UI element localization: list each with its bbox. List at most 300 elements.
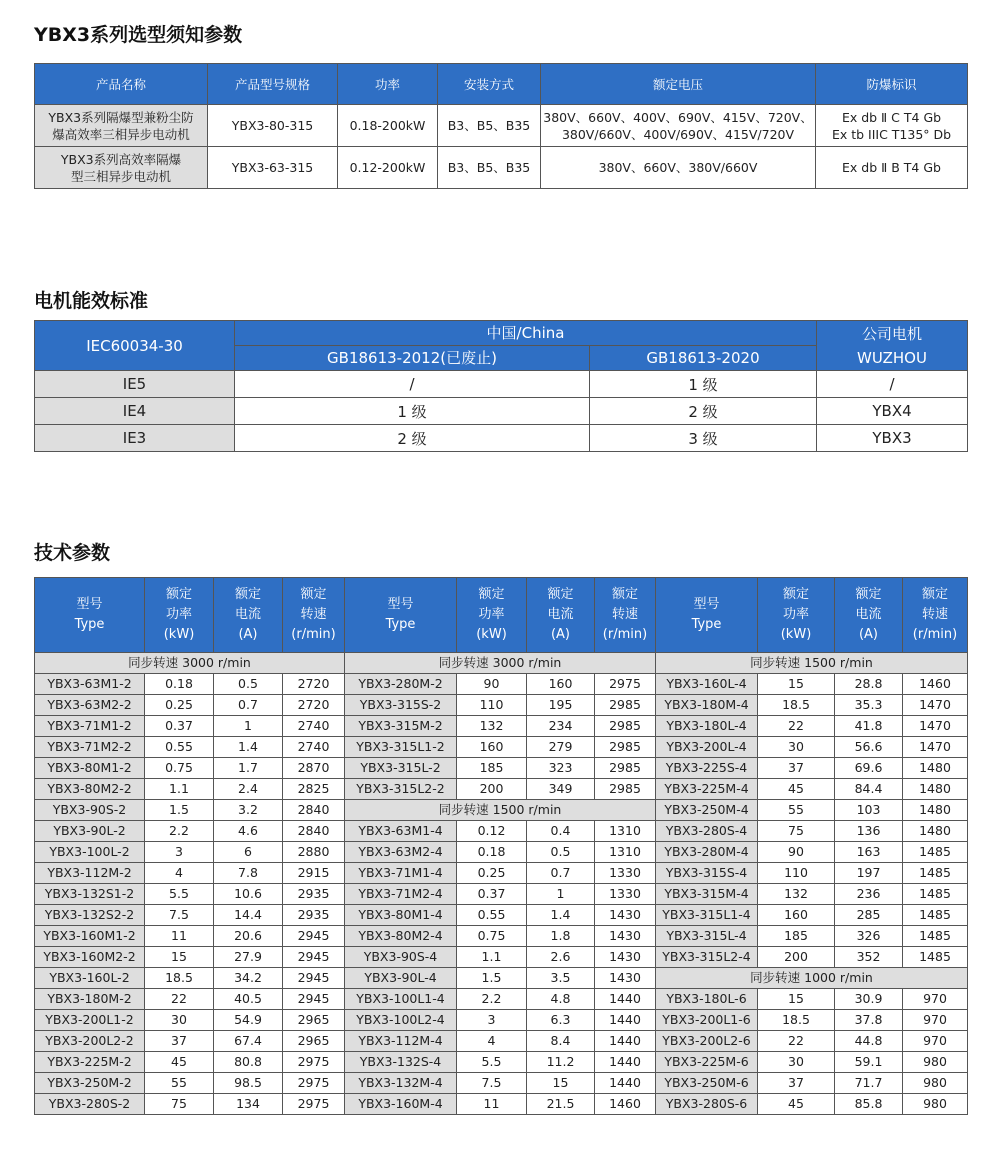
power-value-cell: 185	[758, 926, 835, 947]
type-cell: YBX3-160M-4	[345, 1094, 457, 1115]
ex-marking-cell	[816, 105, 968, 147]
power-value-cell: 0.55	[457, 905, 527, 926]
current-value-cell: 84.4	[835, 779, 903, 800]
type-cell: YBX3-200L2-2	[35, 1031, 145, 1052]
current-value-cell: 54.9	[214, 1010, 283, 1031]
tech-row	[35, 905, 968, 926]
tech-row	[35, 737, 968, 758]
tech-row	[35, 989, 968, 1010]
type-cell: YBX3-71M2-2	[35, 737, 145, 758]
power-value-cell: 30	[758, 1052, 835, 1073]
speed-value-cell: 1470	[903, 716, 968, 737]
efficiency-row	[35, 398, 968, 425]
header-rated-power-line: 额定	[782, 587, 809, 602]
header-rated-current-line: (A)	[550, 627, 571, 642]
type-cell: YBX3-315S-2	[345, 695, 457, 716]
header-rated-current-line: 电流	[234, 607, 261, 622]
type-cell: YBX3-280S-2	[35, 1094, 145, 1115]
current-value-cell: 8.4	[527, 1031, 595, 1052]
power-value-cell: 2.2	[145, 821, 214, 842]
selection-row	[35, 105, 968, 147]
header-company-cn: 公司电机	[861, 324, 922, 343]
current-value-cell: 44.8	[835, 1031, 903, 1052]
header-rated-power	[457, 578, 527, 653]
power-value-cell: 55	[758, 800, 835, 821]
current-value-cell: 7.8	[214, 863, 283, 884]
speed-value-cell: 2985	[595, 779, 656, 800]
speed-value-cell: 1430	[595, 905, 656, 926]
current-value-cell: 30.9	[835, 989, 903, 1010]
tech-row	[35, 842, 968, 863]
header-type	[35, 578, 145, 653]
current-value-cell: 80.8	[214, 1052, 283, 1073]
speed-value-cell: 2985	[595, 716, 656, 737]
tech-row	[35, 800, 968, 821]
type-cell: YBX3-315S-4	[656, 863, 758, 884]
header-type-line: 型号	[387, 597, 414, 612]
current-value-cell: 349	[527, 779, 595, 800]
type-cell: YBX3-63M2-4	[345, 842, 457, 863]
power-value-cell: 5.5	[145, 884, 214, 905]
speed-value-cell: 2740	[283, 716, 345, 737]
selection-row	[35, 147, 968, 189]
voltage-line: 380V、660V、380V/660V	[598, 160, 758, 175]
tech-row	[35, 821, 968, 842]
speed-value-cell: 1485	[903, 947, 968, 968]
type-cell: YBX3-250M-6	[656, 1073, 758, 1094]
section-title-tech-params: 技术参数	[34, 542, 111, 564]
current-value-cell: 14.4	[214, 905, 283, 926]
power-value-cell: 45	[758, 1094, 835, 1115]
section-title-selection: YBX3系列选型须知参数	[34, 24, 243, 46]
speed-value-cell: 2720	[283, 674, 345, 695]
current-value-cell: 40.5	[214, 989, 283, 1010]
header-rated-current	[214, 578, 283, 653]
type-cell: YBX3-315M-2	[345, 716, 457, 737]
type-cell: YBX3-315L-4	[656, 926, 758, 947]
speed-value-cell: 2965	[283, 1010, 345, 1031]
efficiency-table	[34, 320, 968, 452]
power-value-cell: 15	[758, 989, 835, 1010]
current-value-cell: 279	[527, 737, 595, 758]
voltage-cell	[541, 147, 816, 189]
power-value-cell: 200	[758, 947, 835, 968]
type-cell: YBX3-71M1-4	[345, 863, 457, 884]
power-value-cell: 5.5	[457, 1052, 527, 1073]
current-value-cell: 6.3	[527, 1010, 595, 1031]
power-value-cell: 22	[758, 716, 835, 737]
power-value-cell: 15	[758, 674, 835, 695]
tech-row	[35, 1052, 968, 1073]
current-value-cell: 323	[527, 758, 595, 779]
type-cell: YBX3-90L-2	[35, 821, 145, 842]
efficiency-cell: /	[817, 371, 968, 398]
current-value-cell: 1.7	[214, 758, 283, 779]
header-mounting: 安装方式	[438, 64, 541, 105]
power-value-cell: 0.18	[145, 674, 214, 695]
type-cell: YBX3-63M1-4	[345, 821, 457, 842]
power-value-cell: 11	[457, 1094, 527, 1115]
current-value-cell: 27.9	[214, 947, 283, 968]
speed-value-cell: 1430	[595, 968, 656, 989]
power-value-cell: 1.5	[145, 800, 214, 821]
type-cell: YBX3-200L1-6	[656, 1010, 758, 1031]
type-cell: YBX3-315L1-2	[345, 737, 457, 758]
header-rated-current-line: 额定	[234, 587, 261, 602]
power-value-cell: 1.1	[457, 947, 527, 968]
power-value-cell: 132	[457, 716, 527, 737]
tech-row	[35, 968, 968, 989]
speed-value-cell: 2985	[595, 737, 656, 758]
power-value-cell: 90	[457, 674, 527, 695]
header-rated-power-line: 功率	[478, 607, 505, 622]
product-name-line: 型三相异步电动机	[70, 168, 171, 184]
speed-value-cell: 2870	[283, 758, 345, 779]
type-cell: YBX3-71M1-2	[35, 716, 145, 737]
tech-row	[35, 1094, 968, 1115]
header-rated-current-line: (A)	[238, 627, 258, 642]
type-cell: YBX3-112M-4	[345, 1031, 457, 1052]
speed-value-cell: 1485	[903, 842, 968, 863]
header-rated-power-line: 功率	[782, 607, 809, 622]
power-value-cell: 18.5	[758, 695, 835, 716]
sync-speed-group-header: 同步转速 3000 r/min	[35, 653, 345, 674]
speed-value-cell: 1460	[903, 674, 968, 695]
type-cell: YBX3-180L-6	[656, 989, 758, 1010]
tech-row	[35, 695, 968, 716]
selection-table	[34, 63, 968, 189]
tech-row	[35, 779, 968, 800]
current-value-cell: 2.6	[527, 947, 595, 968]
speed-value-cell: 1430	[595, 926, 656, 947]
speed-value-cell: 2740	[283, 737, 345, 758]
iec-class-cell: IE4	[35, 398, 235, 425]
header-gb2020: GB18613-2020	[590, 346, 817, 371]
current-value-cell: 236	[835, 884, 903, 905]
header-company-en: WUZHOU	[857, 348, 927, 367]
type-cell: YBX3-160L-2	[35, 968, 145, 989]
header-rated-power-line: 额定	[165, 587, 192, 602]
power-value-cell: 185	[457, 758, 527, 779]
speed-value-cell: 1485	[903, 884, 968, 905]
header-rated-power	[758, 578, 835, 653]
current-value-cell: 326	[835, 926, 903, 947]
speed-value-cell: 1485	[903, 926, 968, 947]
speed-value-cell: 1440	[595, 989, 656, 1010]
current-value-cell: 160	[527, 674, 595, 695]
speed-value-cell: 1460	[595, 1094, 656, 1115]
speed-value-cell: 2975	[283, 1094, 345, 1115]
type-cell: YBX3-225M-2	[35, 1052, 145, 1073]
product-name-line: YBX3系列隔爆型兼粉尘防	[48, 109, 194, 125]
power-value-cell: 0.75	[457, 926, 527, 947]
current-value-cell: 6	[214, 842, 283, 863]
current-value-cell: 56.6	[835, 737, 903, 758]
speed-value-cell: 1480	[903, 758, 968, 779]
current-value-cell: 103	[835, 800, 903, 821]
header-rated-voltage: 额定电压	[541, 64, 816, 105]
power-value-cell: 200	[457, 779, 527, 800]
header-rated-speed-line: 额定	[300, 587, 327, 602]
speed-value-cell: 2945	[283, 926, 345, 947]
speed-value-cell: 2945	[283, 968, 345, 989]
type-cell: YBX3-315L1-4	[656, 905, 758, 926]
type-cell: YBX3-80M1-2	[35, 758, 145, 779]
power-value-cell: 55	[145, 1073, 214, 1094]
type-cell: YBX3-90S-4	[345, 947, 457, 968]
current-value-cell: 0.7	[214, 695, 283, 716]
efficiency-cell: 1 级	[590, 371, 817, 398]
header-power: 功率	[338, 64, 438, 105]
power-value-cell: 30	[145, 1010, 214, 1031]
product-name-cell	[35, 147, 208, 189]
header-rated-speed-line: 转速	[921, 607, 948, 622]
speed-value-cell: 2985	[595, 758, 656, 779]
type-cell: YBX3-280M-4	[656, 842, 758, 863]
efficiency-row	[35, 425, 968, 452]
header-rated-current-line: 电流	[547, 607, 574, 622]
current-value-cell: 10.6	[214, 884, 283, 905]
type-cell: YBX3-112M-2	[35, 863, 145, 884]
current-value-cell: 15	[527, 1073, 595, 1094]
mounting-cell: B3、B5、B35	[438, 147, 541, 189]
current-value-cell: 285	[835, 905, 903, 926]
header-rated-current-line: (A)	[858, 627, 879, 642]
power-value-cell: 3	[145, 842, 214, 863]
power-value-cell: 0.25	[457, 863, 527, 884]
type-cell: YBX3-250M-2	[35, 1073, 145, 1094]
type-cell: YBX3-200L2-6	[656, 1031, 758, 1052]
efficiency-cell: /	[235, 371, 590, 398]
type-cell: YBX3-160M1-2	[35, 926, 145, 947]
power-value-cell: 0.18	[457, 842, 527, 863]
speed-value-cell: 1480	[903, 779, 968, 800]
speed-value-cell: 2935	[283, 905, 345, 926]
power-value-cell: 3	[457, 1010, 527, 1031]
power-value-cell: 37	[758, 758, 835, 779]
header-type-line: Type	[74, 617, 105, 632]
tech-row	[35, 1010, 968, 1031]
speed-value-cell: 970	[903, 1031, 968, 1052]
type-cell: YBX3-80M2-4	[345, 926, 457, 947]
current-value-cell: 21.5	[527, 1094, 595, 1115]
speed-value-cell: 2985	[595, 695, 656, 716]
header-rated-speed-line: (r/min)	[602, 627, 648, 642]
current-value-cell: 195	[527, 695, 595, 716]
voltage-cell	[541, 105, 816, 147]
header-rated-current	[835, 578, 903, 653]
speed-value-cell: 2915	[283, 863, 345, 884]
type-cell: YBX3-280S-4	[656, 821, 758, 842]
current-value-cell: 3.2	[214, 800, 283, 821]
efficiency-cell: 3 级	[590, 425, 817, 452]
header-company	[817, 321, 968, 371]
power-value-cell: 30	[758, 737, 835, 758]
speed-value-cell: 1440	[595, 1073, 656, 1094]
power-value-cell: 18.5	[145, 968, 214, 989]
iec-class-cell: IE5	[35, 371, 235, 398]
mounting-cell: B3、B5、B35	[438, 105, 541, 147]
tech-row	[35, 758, 968, 779]
speed-value-cell: 2825	[283, 779, 345, 800]
header-rated-power-line: 额定	[478, 587, 505, 602]
current-value-cell: 4.6	[214, 821, 283, 842]
power-value-cell: 75	[758, 821, 835, 842]
model-spec-cell: YBX3-80-315	[208, 105, 338, 147]
current-value-cell: 234	[527, 716, 595, 737]
header-rated-power-line: 功率	[165, 607, 192, 622]
type-cell: YBX3-315L2-4	[656, 947, 758, 968]
current-value-cell: 1	[527, 884, 595, 905]
header-rated-speed-line: 转速	[300, 607, 327, 622]
speed-value-cell: 2935	[283, 884, 345, 905]
current-value-cell: 2.4	[214, 779, 283, 800]
speed-value-cell: 1480	[903, 800, 968, 821]
power-value-cell: 7.5	[145, 905, 214, 926]
current-value-cell: 0.5	[214, 674, 283, 695]
product-name-line: YBX3系列高效率隔爆	[60, 151, 182, 167]
sync-speed-group-header: 同步转速 1500 r/min	[656, 653, 968, 674]
speed-value-cell: 1330	[595, 884, 656, 905]
power-value-cell: 45	[145, 1052, 214, 1073]
header-type-line: 型号	[76, 597, 103, 612]
tech-row	[35, 1031, 968, 1052]
speed-value-cell: 980	[903, 1052, 968, 1073]
power-value-cell: 7.5	[457, 1073, 527, 1094]
efficiency-cell: YBX3	[817, 425, 968, 452]
type-cell: YBX3-315L-2	[345, 758, 457, 779]
tech-row	[35, 926, 968, 947]
header-rated-current-line: 电流	[855, 607, 882, 622]
ex-marking-line: Ex db Ⅱ B T4 Gb	[842, 160, 941, 175]
product-name-line: 爆高效率三相异步电动机	[52, 126, 190, 142]
ex-marking-line: Ex tb IIIC T135° Db	[831, 126, 952, 142]
type-cell: YBX3-250M-4	[656, 800, 758, 821]
power-value-cell: 22	[758, 1031, 835, 1052]
header-rated-current-line: 额定	[855, 587, 882, 602]
header-iec: IEC60034-30	[35, 321, 235, 371]
tech-row	[35, 674, 968, 695]
current-value-cell: 1	[214, 716, 283, 737]
efficiency-cell: 1 级	[235, 398, 590, 425]
sync-speed-group-header: 同步转速 1500 r/min	[345, 800, 656, 821]
section-title-efficiency: 电机能效标准	[34, 290, 149, 312]
sync-speed-group-header: 同步转速 1000 r/min	[656, 968, 968, 989]
power-value-cell: 90	[758, 842, 835, 863]
current-value-cell: 0.5	[527, 842, 595, 863]
type-cell: YBX3-180M-2	[35, 989, 145, 1010]
speed-value-cell: 1485	[903, 863, 968, 884]
power-value-cell: 4	[145, 863, 214, 884]
header-type	[345, 578, 457, 653]
power-value-cell: 2.2	[457, 989, 527, 1010]
header-rated-speed-line: (r/min)	[291, 627, 336, 642]
power-value-cell: 1.1	[145, 779, 214, 800]
current-value-cell: 20.6	[214, 926, 283, 947]
type-cell: YBX3-160M2-2	[35, 947, 145, 968]
type-cell: YBX3-160L-4	[656, 674, 758, 695]
current-value-cell: 3.5	[527, 968, 595, 989]
power-value-cell: 15	[145, 947, 214, 968]
speed-value-cell: 2945	[283, 947, 345, 968]
header-type-line: Type	[691, 617, 722, 632]
speed-value-cell: 980	[903, 1094, 968, 1115]
tech-params-table	[34, 577, 968, 1115]
sync-speed-group-header: 同步转速 3000 r/min	[345, 653, 656, 674]
speed-value-cell: 1480	[903, 821, 968, 842]
current-value-cell: 59.1	[835, 1052, 903, 1073]
efficiency-cell: 2 级	[235, 425, 590, 452]
current-value-cell: 1.4	[214, 737, 283, 758]
speed-value-cell: 970	[903, 1010, 968, 1031]
power-value-cell: 75	[145, 1094, 214, 1115]
current-value-cell: 71.7	[835, 1073, 903, 1094]
power-cell: 0.12-200kW	[338, 147, 438, 189]
type-cell: YBX3-90S-2	[35, 800, 145, 821]
power-cell: 0.18-200kW	[338, 105, 438, 147]
ex-marking-cell	[816, 147, 968, 189]
type-cell: YBX3-80M1-4	[345, 905, 457, 926]
type-cell: YBX3-90L-4	[345, 968, 457, 989]
header-rated-speed	[283, 578, 345, 653]
speed-value-cell: 2840	[283, 800, 345, 821]
current-value-cell: 0.4	[527, 821, 595, 842]
voltage-line: 380V/660V、400V/690V、415V/720V	[561, 126, 795, 142]
speed-value-cell: 1440	[595, 1031, 656, 1052]
type-cell: YBX3-132S1-2	[35, 884, 145, 905]
power-value-cell: 0.25	[145, 695, 214, 716]
power-value-cell: 110	[758, 863, 835, 884]
type-cell: YBX3-315L2-2	[345, 779, 457, 800]
speed-value-cell: 1485	[903, 905, 968, 926]
speed-value-cell: 2840	[283, 821, 345, 842]
type-cell: YBX3-200L-4	[656, 737, 758, 758]
current-value-cell: 28.8	[835, 674, 903, 695]
power-value-cell: 160	[758, 905, 835, 926]
header-china: 中国/China	[235, 321, 817, 346]
current-value-cell: 134	[214, 1094, 283, 1115]
speed-value-cell: 2975	[283, 1073, 345, 1094]
tech-row	[35, 653, 968, 674]
power-value-cell: 0.37	[145, 716, 214, 737]
tech-row	[35, 884, 968, 905]
header-model-spec: 产品型号规格	[208, 64, 338, 105]
type-cell: YBX3-71M2-4	[345, 884, 457, 905]
power-value-cell: 0.37	[457, 884, 527, 905]
header-rated-current-line: 额定	[547, 587, 574, 602]
power-value-cell: 4	[457, 1031, 527, 1052]
speed-value-cell: 1310	[595, 821, 656, 842]
type-cell: YBX3-132M-4	[345, 1073, 457, 1094]
power-value-cell: 110	[457, 695, 527, 716]
header-rated-current	[527, 578, 595, 653]
power-value-cell: 0.75	[145, 758, 214, 779]
header-ex-marking: 防爆标识	[816, 64, 968, 105]
header-rated-speed-line: (r/min)	[912, 627, 958, 642]
power-value-cell: 18.5	[758, 1010, 835, 1031]
header-rated-power	[145, 578, 214, 653]
current-value-cell: 136	[835, 821, 903, 842]
current-value-cell: 352	[835, 947, 903, 968]
efficiency-cell: YBX4	[817, 398, 968, 425]
current-value-cell: 34.2	[214, 968, 283, 989]
current-value-cell: 69.6	[835, 758, 903, 779]
type-cell: YBX3-80M2-2	[35, 779, 145, 800]
speed-value-cell: 1330	[595, 863, 656, 884]
current-value-cell: 163	[835, 842, 903, 863]
power-value-cell: 0.55	[145, 737, 214, 758]
type-cell: YBX3-225M-4	[656, 779, 758, 800]
